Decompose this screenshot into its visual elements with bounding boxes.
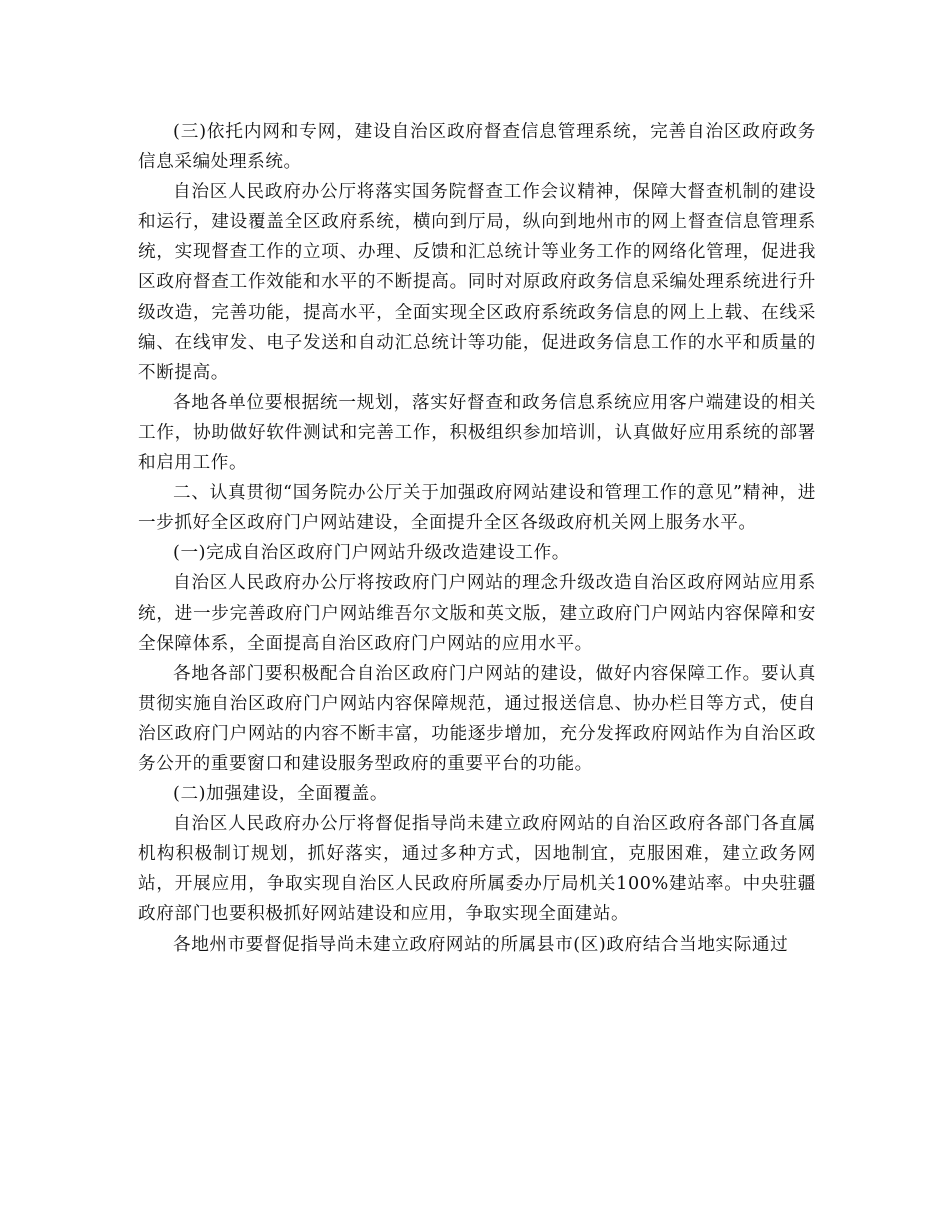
- paragraph-subsection-2-heading: (二)加强建设，全面覆盖。: [173, 784, 389, 805]
- paragraph-supervision-system: 自治区人民政府办公厅将落实国务院督查工作会议精神，保障大督查机制的建设和运行，建设覆盖全区政府系统，横向到厅局，纵向到地州市的网上督查信息管理系统，实现督查工作的立项、办理、反馈和汇总统计等业务工作的网络化管理，促进我区政府督查工作效能和水平的不断提高。同时对原政府政务信息采编处理系统进行升级改造，完善功能，提高水平，全面实现全区政府系统政务信息的网上上载、在线采编、在线审发、电子发送和自动汇总统计等功能，促进政务信息工作的水平和质量的不断提高。: [138, 182, 816, 383]
- paragraph-client-deployment: 各地各单位要根据统一规划，落实好督查和政务信息系统应用客户端建设的相关工作，协助做好软件测试和完善工作，积极组织参加培训，认真做好应用系统的部署和启用工作。: [138, 392, 816, 474]
- paragraph-section-two-heading: 二、认真贯彻“国务院办公厅关于加强政府网站建设和管理工作的意见”精神，进一步抓好全区政府门户网站建设，全面提升全区各级政府机关网上服务水平。: [138, 483, 816, 534]
- paragraph-county-guidance: 各地州市要督促指导尚未建立政府网站的所属县市(区)政府结合当地实际通过: [173, 934, 789, 955]
- paragraph-full-coverage: 自治区人民政府办公厅将督促指导尚未建立政府网站的自治区政府各部门各直属机构积极制订规划，抓好落实，通过多种方式，因地制宜，克服困难，建立政务网站，开展应用，争取实现自治区人民政府所属委办厅局机关100%建站率。中央驻疆政府部门也要积极抓好网站建设和应用，争取实现全面建站。: [138, 814, 816, 925]
- document-body: [138, 117, 816, 960]
- paragraph-subsection-1-heading: (一)完成自治区政府门户网站升级改造建设工作。: [173, 543, 570, 564]
- paragraph-portal-upgrade: 自治区人民政府办公厅将按政府门户网站的理念升级改造自治区政府网站应用系统，进一步完善政府门户网站维吾尔文版和英文版，建立政府门户网站内容保障和安全保障体系，全面提高自治区政府门户网站的应用水平。: [138, 573, 816, 654]
- paragraph-content-guarantee: 各地各部门要积极配合自治区政府门户网站的建设，做好内容保障工作。要认真贯彻实施自治区政府门户网站内容保障规范，通过报送信息、协办栏目等方式，使自治区政府门户网站的内容不断丰富，功能逐步增加，充分发挥政府网站作为自治区政务公开的重要窗口和建设服务型政府的重要平台的功能。: [138, 663, 816, 774]
- paragraph-section-3-heading: (三)依托内网和专网，建设自治区政府督查信息管理系统，完善自治区政府政务信息采编处理系统。: [138, 122, 816, 173]
